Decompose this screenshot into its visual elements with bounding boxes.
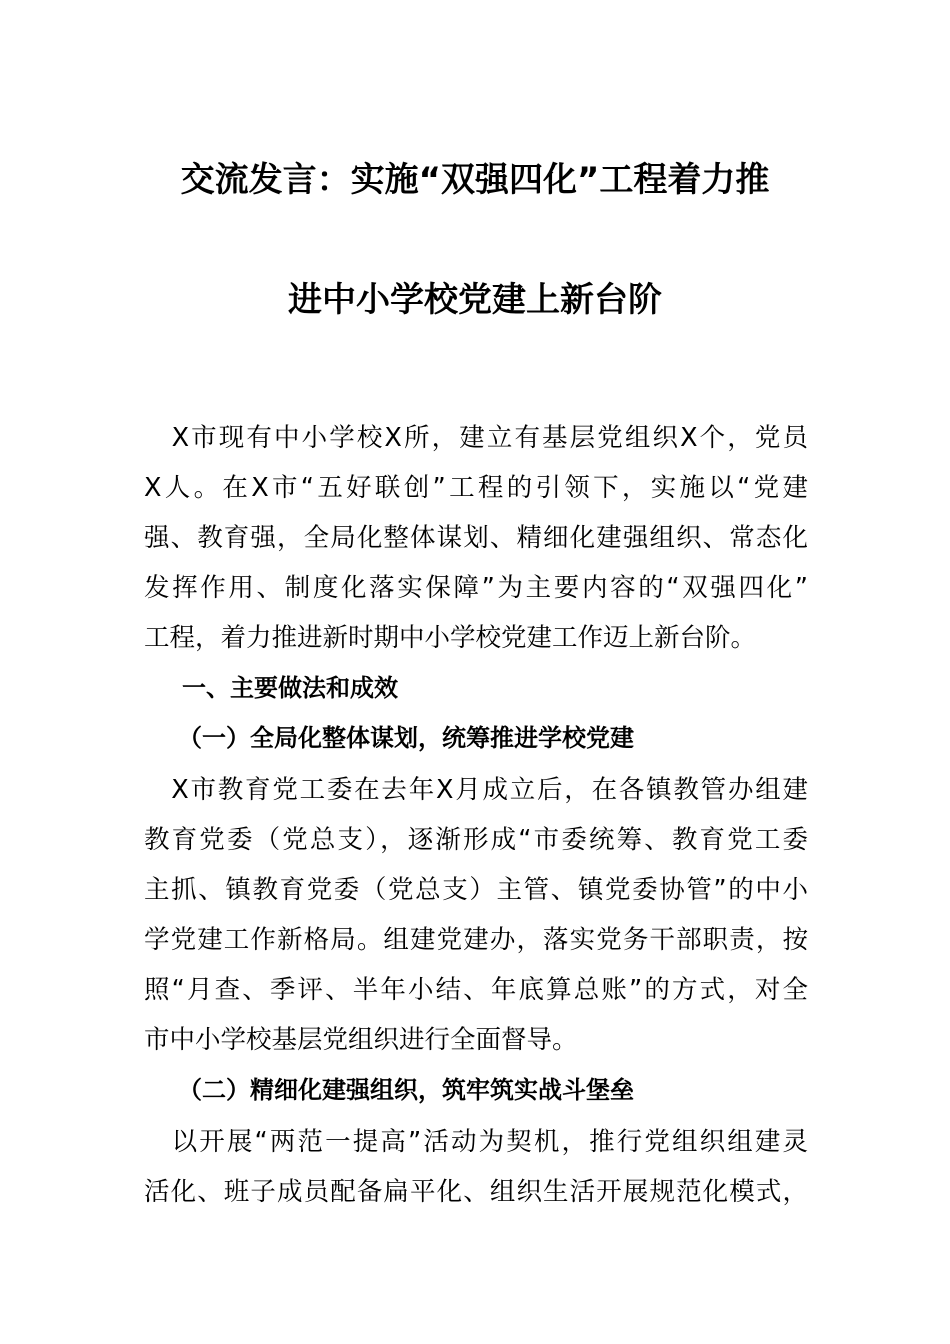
subsection-heading-1: （一）全局化整体谋划，统筹推进学校党建 <box>178 724 634 752</box>
paragraph-3-line-1: 以开展“两范一提高”活动为契机，推行党组织组建灵 <box>144 1127 808 1157</box>
subsection-heading-2: （二）精细化建强组织，筑牢筑实战斗堡垒 <box>178 1076 634 1104</box>
paragraph-2-line-5: 照“月查、季评、半年小结、年底算总账”的方式，对全 <box>144 975 808 1005</box>
paragraph-1-line-5: 工程，着力推进新时期中小学校党建工作迈上新台阶。 <box>144 623 757 653</box>
paragraph-2-line-6: 市中小学校基层党组织进行全面督导。 <box>144 1025 578 1055</box>
paragraph-2-line-1: X市教育党工委在去年X月成立后，在各镇教管办组建 <box>144 775 808 805</box>
section-heading-1: 一、主要做法和成效 <box>182 674 398 702</box>
paragraph-1-line-3: 强、教育强，全局化整体谋划、精细化建强组织、常态化 <box>144 523 808 553</box>
paragraph-1-line-4: 发挥作用、制度化落实保障”为主要内容的“双强四化” <box>144 573 808 603</box>
paragraph-3-line-2: 活化、班子成员配备扁平化、组织生活开展规范化模式， <box>144 1177 808 1207</box>
paragraph-1-line-1: X市现有中小学校X所，建立有基层党组织X个，党员 <box>144 423 808 453</box>
paragraph-2-line-2: 教育党委（党总支），逐渐形成“市委统筹、教育党工委 <box>144 825 808 855</box>
title-line-2: 进中小学校党建上新台阶 <box>288 280 662 320</box>
title-line-1: 交流发言：实施“双强四化”工程着力推 <box>180 160 770 200</box>
paragraph-2-line-4: 学党建工作新格局。组建党建办，落实党务干部职责，按 <box>144 925 808 955</box>
paragraph-1-line-2: X人。在X市“五好联创”工程的引领下，实施以“党建 <box>144 473 808 503</box>
paragraph-2-line-3: 主抓、镇教育党委（党总支）主管、镇党委协管”的中小 <box>144 875 808 905</box>
